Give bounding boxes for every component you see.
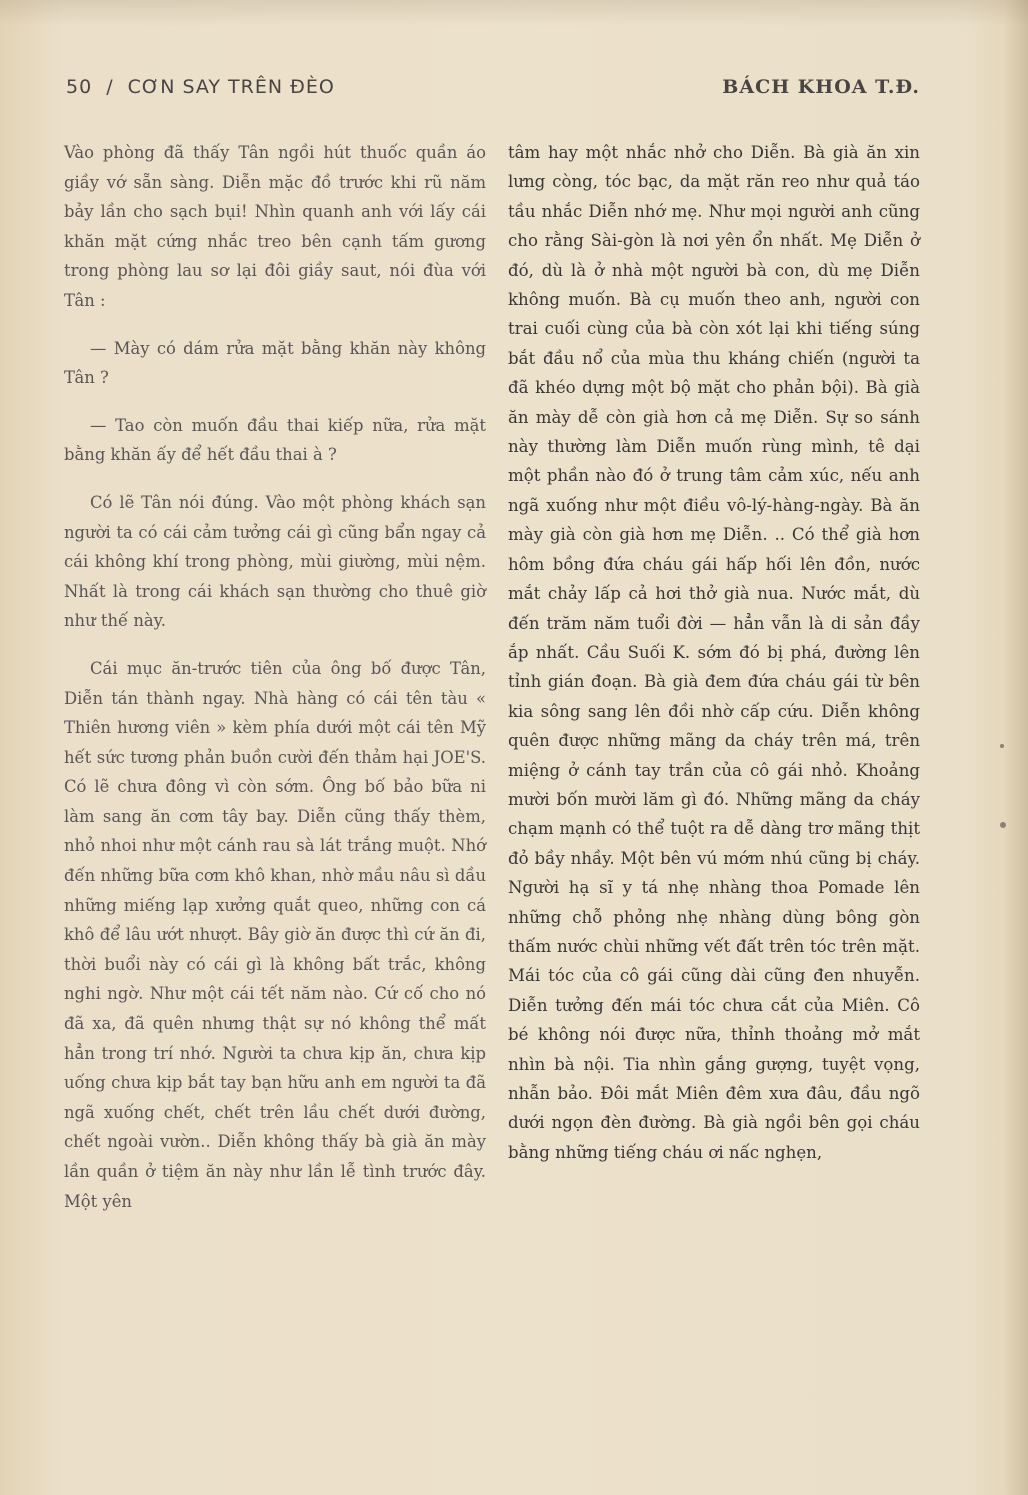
paragraph: — Tao còn muốn đầu thai kiếp nữa, rửa mặt bằng khăn ấy để hết đầu thai à ? bbox=[64, 415, 486, 465]
page-number: 50 bbox=[66, 76, 93, 98]
publication-name: BÁCH KHOA T.Đ. bbox=[722, 76, 920, 98]
paper-speck bbox=[1000, 822, 1006, 828]
page-edge-shading bbox=[1004, 0, 1028, 1495]
paragraph: Có lẽ Tân nói đúng. Vào một phòng khách sạn người ta có cái cảm tưởng cái gì cũng bẩn ngay cả cái không khí trong phòng, mùi giường, mùi nệm. Nhất là trong cái khách sạn thường cho thuê giờ như thế này. bbox=[64, 492, 486, 631]
page-top-shading bbox=[0, 0, 1028, 26]
paragraph: Vào phòng đã thấy Tân ngồi hút thuốc quần áo giầy vớ sẵn sàng. Diễn mặc đồ trước khi rũ năm bảy lần cho sạch bụi! Nhìn quanh anh với lấy cái khăn mặt cứng nhắc treo bên cạnh tấm gương trong phòng lau sơ lại đôi giầy saut, nói đùa với Tân : bbox=[64, 143, 486, 310]
header-separator: / bbox=[106, 76, 114, 98]
article-title: CƠN SAY TRÊN ĐÈO bbox=[127, 76, 335, 98]
paragraph: — Mày có dám rửa mặt bằng khăn này không Tân ? bbox=[64, 338, 486, 388]
running-header bbox=[66, 76, 920, 106]
paragraph: tâm hay một nhắc nhở cho Diễn. Bà già ăn xin lưng còng, tóc bạc, da mặt răn reo như quả táo tầu nhắc Diễn nhớ mẹ. Như mọi người anh cũng cho rằng Sài-gòn là nơi yên ổn nhất. Mẹ Diễn ở đó, dù là ở nhà một người bà con, dù mẹ Diễn không muốn. Bà cụ muốn theo anh, người con trai cuối cùng của bà còn xót lại khi tiếng súng bắt đầu nổ của mùa thu kháng chiến (người ta đã khéo dựng một bộ mặt cho phản bội). Bà già ăn mày dễ còn già hơn cả mẹ Diễn. Sự so sánh này thường làm Diễn muốn rùng mình, tê dại một phần nào đó ở trung tâm cảm xúc, nếu anh ngã xuống như một điều vô-lý-hàng-ngày. Bà ăn mày già còn già hơn mẹ Diễn. .. Có thể già hơn hôm bồng đứa cháu gái hấp hối lên đồn, nước mắt chảy lấp cả hơi thở già nua. Nước mắt, dù đến trăm năm tuổi đời — hẳn vẫn là di sản đầy ắp nhất. Cầu Suối K. sớm đó bị phá, đường lên tỉnh gián đoạn. Bà già đem đứa cháu gái từ bên kia sông sang lên đồi nhờ cấp cứu. Diễn không quên được những mãng da cháy trên má, trên miệng ở cánh tay trần của cô gái nhỏ. Khoảng mười bốn mười lăm gì đó. Những mãng da cháy chạm mạnh có thể tuột ra dễ dàng trơ mãng thịt đỏ bầy nhầy. Một bên vú mớm nhú cũng bị cháy. Người hạ sĩ y tá nhẹ nhàng thoa Pomade lên những chỗ phỏng nhẹ nhàng dùng bông gòn thấm nước chùi những vết đất trên tóc trên mặt. Mái tóc của cô gái cũng dài cũng đen nhuyễn. Diễn tưởng đến mái tóc chưa cắt của Miên. Cô bé không nói được nữa, thỉnh thoảng mở mắt nhìn bà nội. Tia nhìn gắng gượng, tuyệt vọng, nhẫn bảo. Đôi mắt Miên đêm xưa đâu, đầu ngõ dưới ngọn đèn đường. Bà già ngồi bên gọi cháu bằng những tiếng cháu ơi nấc nghẹn, bbox=[508, 143, 920, 1162]
paragraph: Cái mục ăn-trước tiên của ông bố được Tân, Diễn tán thành ngay. Nhà hàng có cái tên tàu « Thiên hương viên » kèm phía dưới một cái tên Mỹ hết sức tương phản buồn cười đến thảm hại JOE'S. Có lẽ chưa đông vì còn sớm. Ông bố bảo bữa ni làm sang ăn cơm tây bay. Diễn cũng thấy thèm, nhỏ nhoi như một cánh rau sà lát trắng muột. Nhớ đến những bữa cơm khô khan, nhờ mầu nâu sì dầu những miếng lạp xưởng quắt queo, những con cá khô để lâu ướt nhượt. Bây giờ ăn được thì cứ ăn đi, thời buổi này có cái gì là không bất trắc, không nghi ngờ. Như một cái tết năm nào. Cứ cố cho nó đã xa, đã quên nhưng thật sự nó không thể mất hẳn trong trí nhớ. Người ta chưa kịp ăn, chưa kịp uống chưa kịp bắt tay bạn hữu anh em người ta đã ngã xuống chết, chết trên lầu chết dưới đường, chết ngoài vườn.. Diễn không thấy bà già ăn mày lần quần ở tiệm ăn này như lần lễ tình trước đây. Một yên bbox=[64, 658, 486, 1211]
header-left bbox=[66, 76, 335, 98]
right-text-column bbox=[508, 138, 920, 1167]
paper-speck bbox=[1000, 744, 1004, 748]
left-text-column bbox=[64, 138, 486, 1216]
